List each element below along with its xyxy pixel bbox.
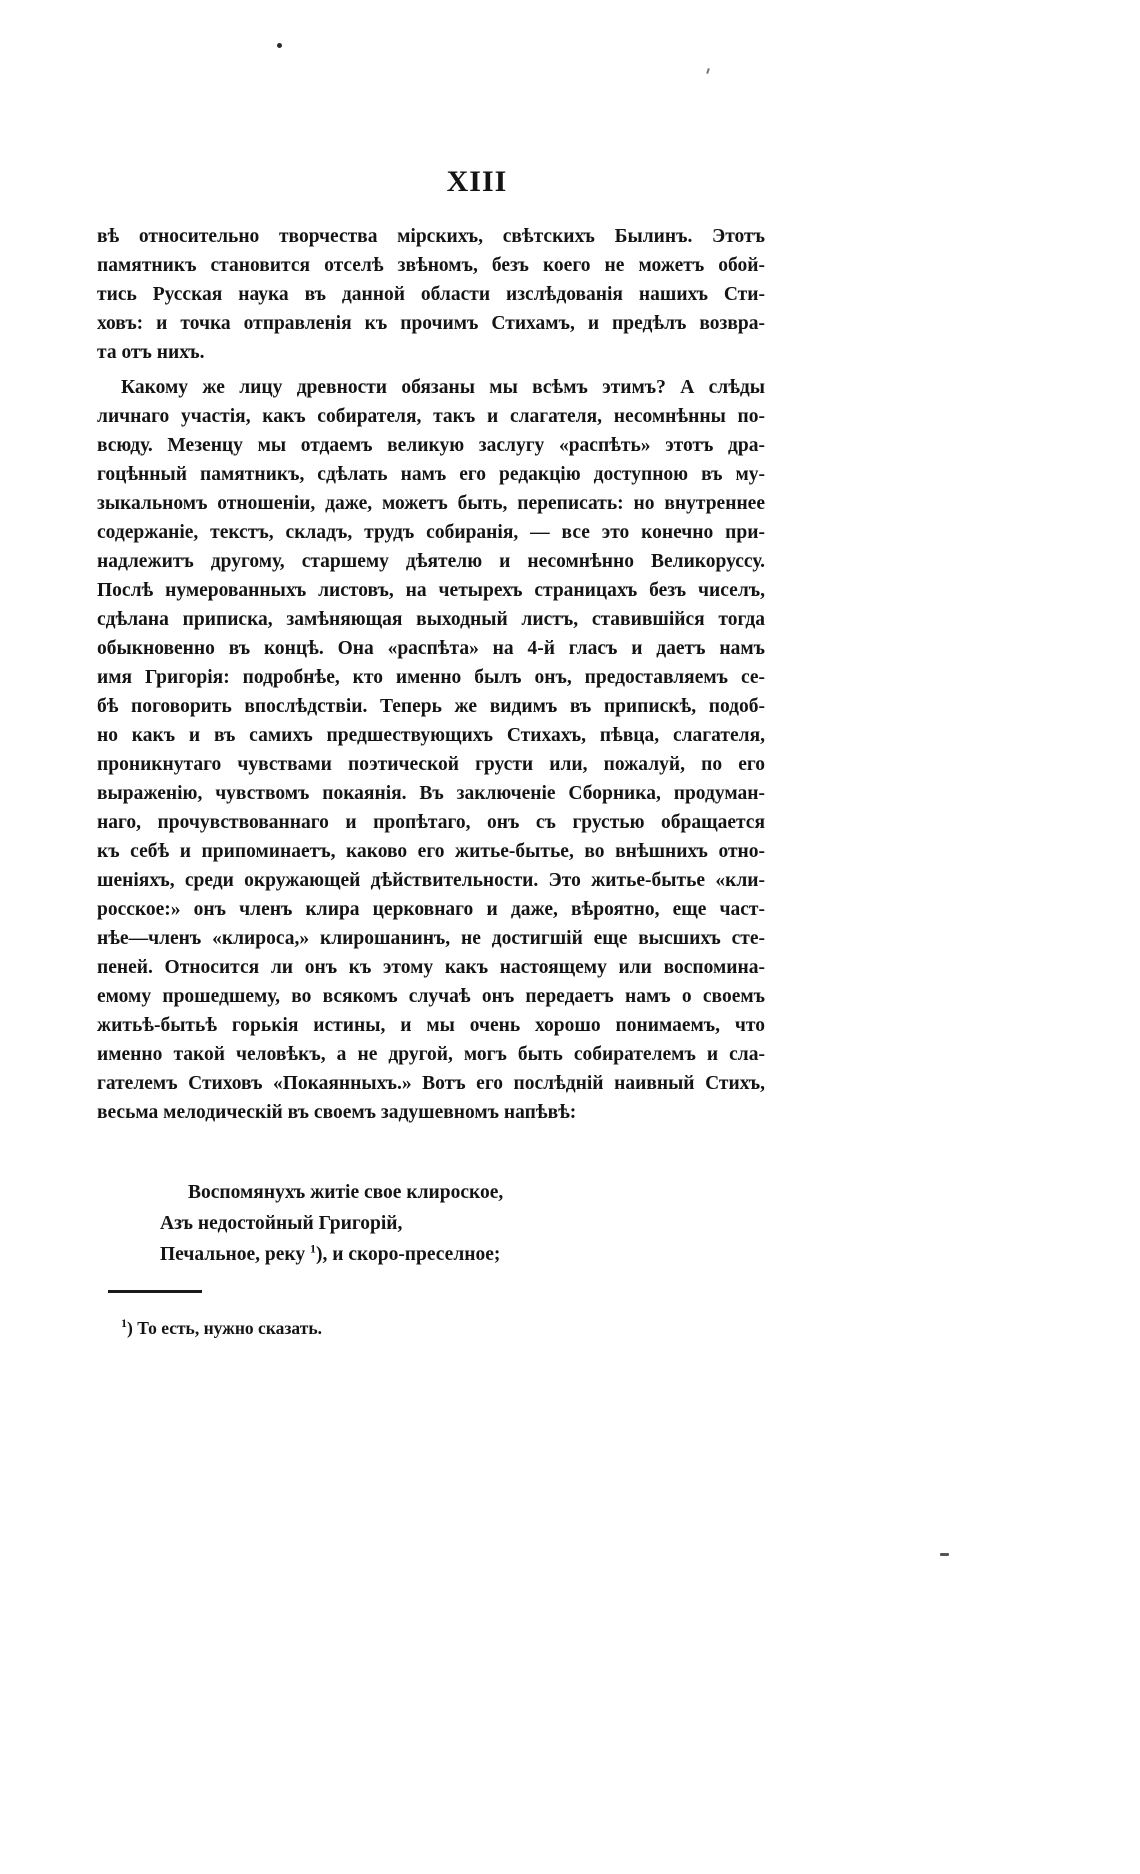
text-line: шеніяхъ, среди окружающей дѣйствительности. Это житье-бытье «кли- <box>97 870 765 891</box>
verse-line-2: Азъ недостойный Григорій, <box>160 1213 403 1234</box>
text-line: но какъ и въ самихъ предшествующихъ Стихахъ, пѣвца, слагателя, <box>97 725 765 746</box>
verse-line-3-rest: ), и скоро-преселное; <box>315 1244 501 1265</box>
text-line: всюду. Мезенцу мы отдаемъ великую заслугу «распѣть» этотъ дра- <box>97 435 765 456</box>
text-line: житьѣ-бытьѣ горькія истины, и мы очень хорошо понимаемъ, что <box>97 1015 765 1036</box>
text-line: сдѣлана приписка, замѣняющая выходный листъ, ставившійся тогда <box>97 609 765 630</box>
text-line: выраженію, чувствомъ покаянія. Въ заключеніе Сборника, продуман- <box>97 783 765 804</box>
ink-speck <box>940 1553 949 1556</box>
text-line: именно такой человѣкъ, а не другой, могъ быть собирателемъ и сла- <box>97 1044 765 1065</box>
text-line: къ себѣ и припоминаетъ, каково его житье-бытье, во внѣшнихъ отно- <box>97 841 765 862</box>
verse-block <box>160 1177 760 1270</box>
page-number: XIII <box>446 165 508 198</box>
text-line: ховъ: и точка отправленія къ прочимъ Стихамъ, и предѣлъ возвра- <box>97 313 765 334</box>
text-line: гателемъ Стиховъ «Покаянныхъ.» Вотъ его послѣдній наивный Стихъ, <box>97 1073 765 1094</box>
text-line: Какому же лицу древности обязаны мы всѣмъ этимъ? А слѣды <box>121 377 765 398</box>
text-line: та отъ нихъ. <box>97 342 205 363</box>
text-line: обыкновенно въ концѣ. Она «распѣта» на 4-й гласъ и даетъ намъ <box>97 638 765 659</box>
text-line: росское:» онъ членъ клира церковнаго и даже, вѣроятно, еще част- <box>97 899 765 920</box>
text-line: бѣ поговорить впослѣдствіи. Теперь же видимъ въ припискѣ, подоб- <box>97 696 765 717</box>
text-line: личнаго участія, какъ собирателя, такъ и слагателя, несомнѣнны по- <box>97 406 765 427</box>
verse-line-3 <box>160 1239 760 1270</box>
ink-speck <box>706 68 710 74</box>
footnote-separator <box>108 1290 202 1293</box>
body-text <box>97 222 765 1127</box>
text-line: проникнутаго чувствами поэтической грусти или, пожалуй, по его <box>97 754 765 775</box>
verse-line-1: Воспомянухъ житіе свое клироское, <box>188 1182 504 1203</box>
text-line: содержаніе, текстъ, складъ, трудъ собиранія, — все это конечно при- <box>97 522 765 543</box>
text-line: емому прошедшему, во всякомъ случаѣ онъ передаетъ намъ о своемъ <box>97 986 765 1007</box>
text-line: тись Русская наука въ данной области изслѣдованія нашихъ Сти- <box>97 284 765 305</box>
text-line: наго, прочувствованнаго и пропѣтаго, онъ съ грустью обращается <box>97 812 765 833</box>
text-line: имя Григорія: подробнѣе, кто именно былъ онъ, предоставляемъ се- <box>97 667 765 688</box>
footnote <box>121 1313 761 1343</box>
footnote-text: ) То есть, нужно сказать. <box>127 1318 322 1338</box>
text-line: памятникъ становится отселѣ звѣномъ, безъ коего не можетъ обой- <box>97 255 765 276</box>
text-line: нѣе—членъ «клироса,» клирошанинъ, не достигшій еще высшихъ сте- <box>97 928 765 949</box>
ink-speck <box>277 43 282 48</box>
footnote-reference[interactable]: 1 <box>309 1241 316 1256</box>
footnote-marker: 1 <box>121 1316 127 1331</box>
text-line: гоцѣнный памятникъ, сдѣлать намъ его редакцію доступною въ му- <box>97 464 765 485</box>
text-line: Послѣ нумерованныхъ листовъ, на четырехъ страницахъ безъ чиселъ, <box>97 580 765 601</box>
text-line: вѣ относительно творчества мірскихъ, свѣтскихъ Былинъ. Этотъ <box>97 226 765 247</box>
text-line: весьма мелодическій въ своемъ задушевномъ напѣвѣ: <box>97 1102 577 1123</box>
text-line: надлежитъ другому, старшему дѣятелю и несомнѣнно Великоруссу. <box>97 551 765 572</box>
text-line: зыкальномъ отношеніи, даже, можетъ быть, переписать: но внутреннее <box>97 493 765 514</box>
verse-line-3-text: Печальное, реку <box>160 1244 310 1265</box>
text-line: пеней. Относится ли онъ къ этому какъ настоящему или воспомина- <box>97 957 765 978</box>
